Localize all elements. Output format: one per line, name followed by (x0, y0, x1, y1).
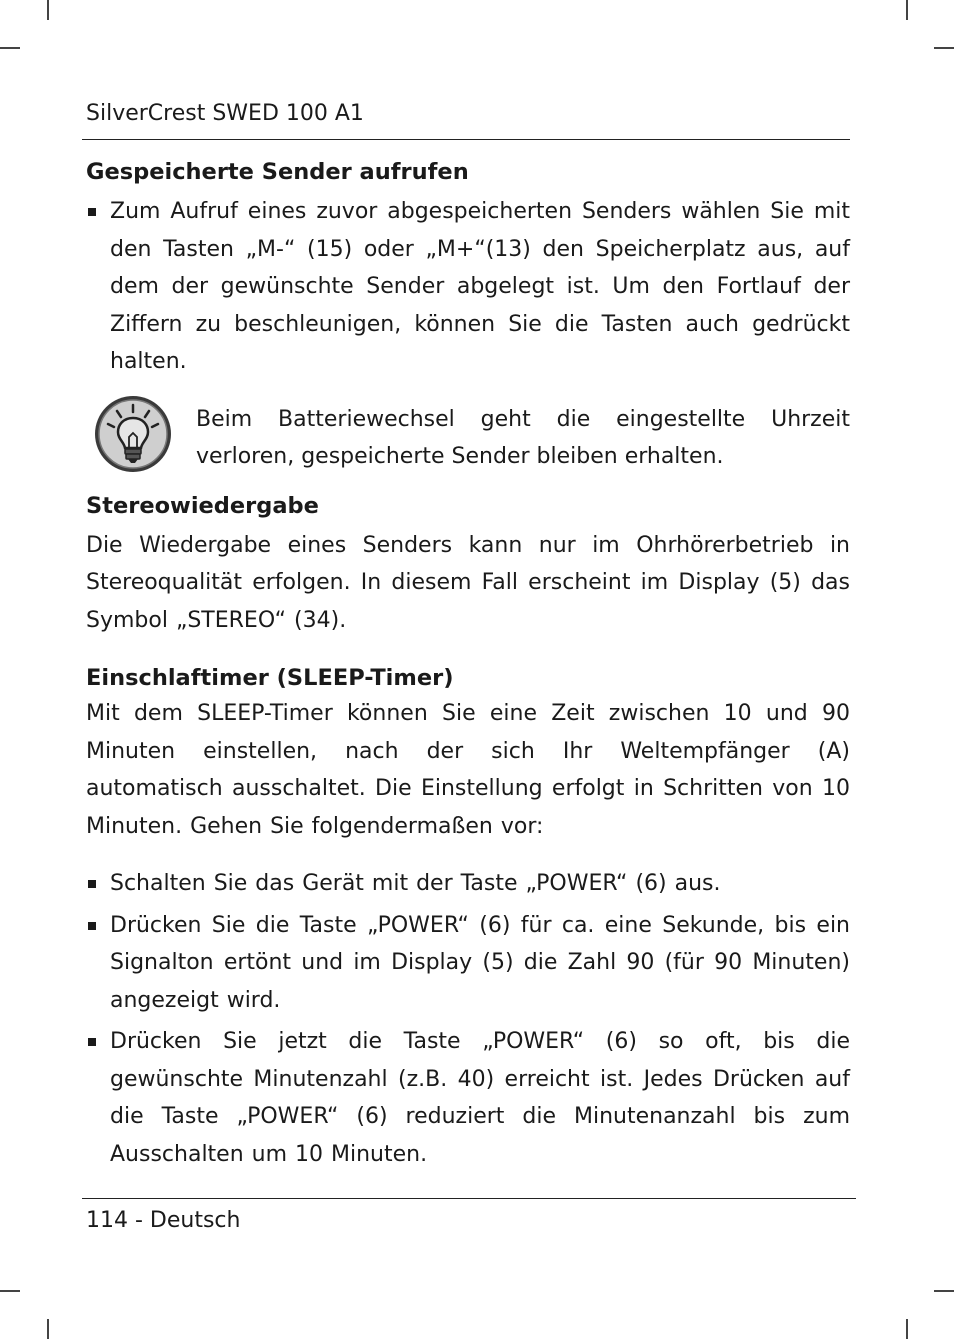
list-item-text: Zum Aufruf eines zuvor abgespeicherten Senders wählen Sie mit den Tasten „M-“ (15) oder „M+“(13) den Speicherplatz aus, auf dem der gewünschte Sender abgelegt ist. Um den Fortlauf der Ziffern zu beschleunigen, können Sie die Tasten auch gedrückt halten. (110, 199, 850, 374)
section-heading-sleep-timer: Einschlaftimer (SLEEP-Timer) (86, 665, 454, 691)
crop-mark (934, 1290, 954, 1292)
crop-mark (906, 1319, 908, 1339)
header-rule (82, 139, 850, 140)
section-heading-stored-stations: Gespeicherte Sender aufrufen (86, 159, 469, 185)
crop-mark (0, 1290, 20, 1292)
crop-mark (0, 47, 20, 49)
bullet-icon (88, 922, 96, 930)
list-item (86, 193, 850, 381)
crop-mark (47, 1319, 49, 1339)
bullet-icon (88, 208, 96, 216)
list-item-text: Schalten Sie das Gerät mit der Taste „POWER“ (6) aus. (110, 871, 721, 896)
footer-rule (82, 1198, 856, 1199)
list-item (86, 1023, 850, 1173)
bullet-list (86, 193, 850, 381)
paragraph: Mit dem SLEEP-Timer können Sie eine Zeit zwischen 10 und 90 Minuten einstellen, nach der sich Ihr Weltempfänger (A) automatisch ausschaltet. Die Einstellung erfolgt in Schritten von 10 Minuten. Gehen Sie folgendermaßen vor: (86, 701, 850, 839)
running-header: SilverCrest SWED 100 A1 (86, 101, 364, 126)
crop-mark (47, 0, 49, 20)
note-box (86, 401, 850, 475)
page-content (86, 155, 850, 1173)
note-text: Beim Batteriewechsel geht die eingestellte Uhrzeit verloren, gespeicherte Sender bleiben erhalten. (196, 406, 850, 469)
bullet-icon (88, 1038, 96, 1046)
bullet-icon (88, 880, 96, 888)
crop-mark (906, 0, 908, 20)
list-item-text: Drücken Sie die Taste „POWER“ (6) für ca. eine Sekunde, bis ein Signalton ertönt und im Display (5) die Zahl 90 (für 90 Minuten) angezeigt wird. (110, 912, 850, 1013)
crop-mark (934, 47, 954, 49)
list-item (86, 907, 850, 1020)
section-heading-stereo: Stereowiedergabe (86, 492, 319, 519)
list-item (86, 865, 850, 903)
list-item-text: Drücken Sie jetzt die Taste „POWER“ (6) so oft, bis die gewünschte Minutenzahl (z.B. 40) erreicht ist. Jedes Drücken auf die Taste „POWER“ (6) reduziert die Minutenanzahl bis zum Ausschalten um 10 Minuten. (110, 1029, 850, 1167)
page-number: 114 - Deutsch (86, 1208, 241, 1233)
lightbulb-icon (92, 393, 174, 475)
bullet-list (86, 865, 850, 1173)
paragraph: Die Wiedergabe eines Senders kann nur im Ohrhörerbetrieb in Stereoqualität erfolgen. In diesem Fall erscheint im Display (5) das Symbol „STEREO“ (34). (86, 532, 850, 633)
